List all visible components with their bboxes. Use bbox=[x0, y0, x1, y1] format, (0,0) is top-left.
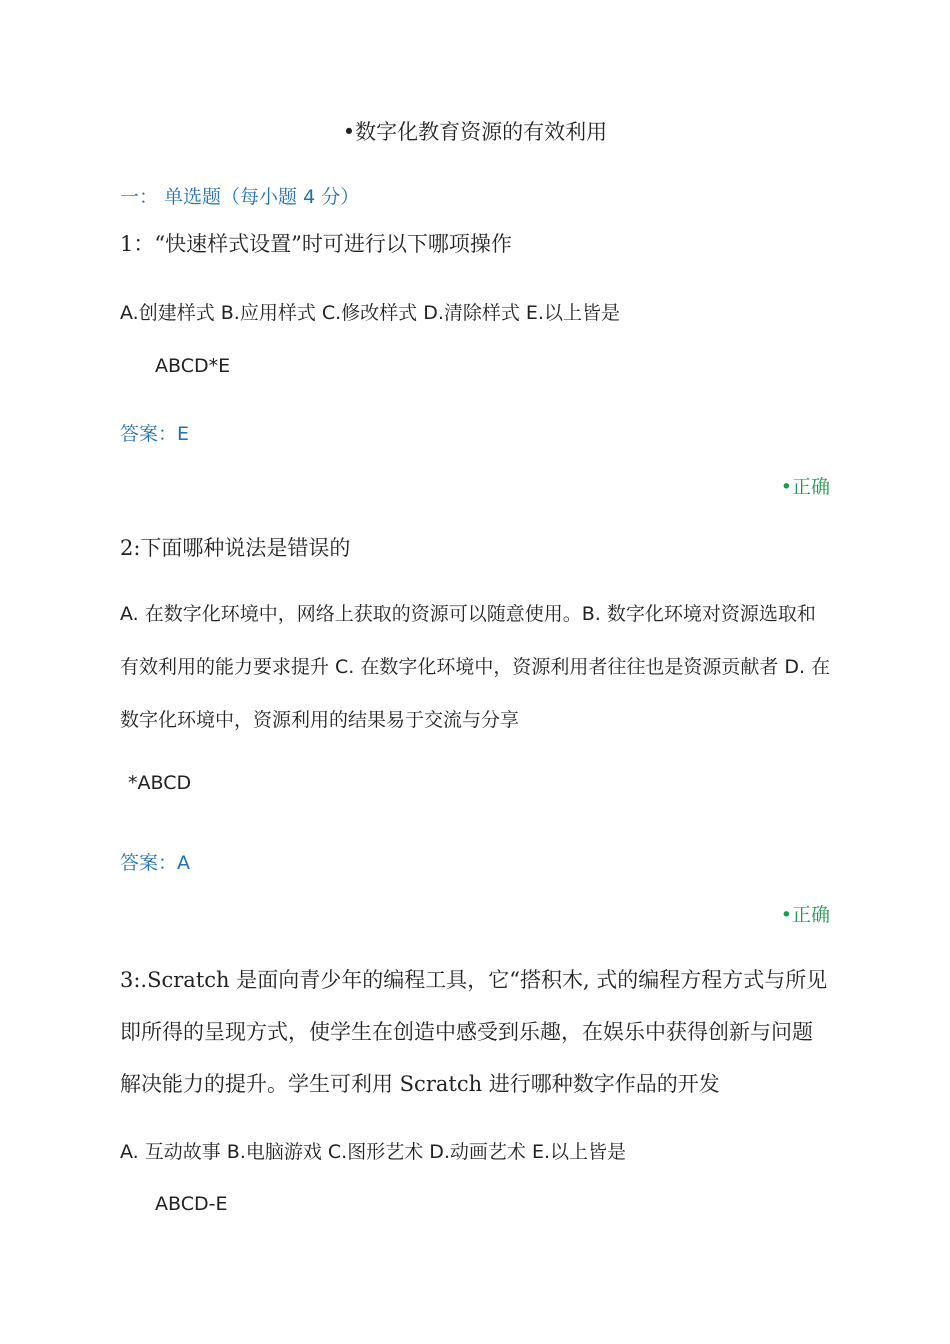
question-3-options: A. 互动故事 B.电脑游戏 C.图形艺术 D.动画艺术 E.以上皆是 bbox=[120, 1141, 626, 1163]
question-2-options: A. 在数字化环境中，网络上获取的资源可以随意使用。B. 数字化环境对资源选取和有效利用的能力要求提升 C. 在数字化环境中，资源利用者往往也是资源贡献者 D. 在数字化环境中，资源利用的结果易于交流与分享 bbox=[120, 603, 831, 731]
question-1-answer: 答案：E bbox=[120, 423, 190, 445]
question-2-text: 2:下面哪种说法是错误的 bbox=[120, 536, 351, 560]
question-2-status: •正确 bbox=[780, 904, 830, 926]
question-2-choices: *ABCD bbox=[128, 772, 192, 794]
question-3-text: 3:.Scratch 是面向青少年的编程工具，它“搭积木, 式的编程方程方式与所见即所得的呈现方式，使学生在创造中感受到乐趣，在娱乐中获得创新与问题解决能力的提升。学生可利用 Scratch 进行哪种数字作品的开发 bbox=[120, 968, 828, 1096]
document-title: •数字化教育资源的有效利用 bbox=[342, 120, 608, 144]
question-1-status: •正确 bbox=[780, 476, 830, 498]
question-1-text: 1：“快速样式设置”时可进行以下哪项操作 bbox=[120, 232, 512, 256]
section-heading: 一： 单选题（每小题 4 分） bbox=[120, 186, 360, 208]
question-3-choices: ABCD-E bbox=[155, 1193, 228, 1215]
question-1-choices: ABCD*E bbox=[155, 355, 231, 377]
question-1-options: A.创建样式 B.应用样式 C.修改样式 D.清除样式 E.以上皆是 bbox=[120, 302, 620, 324]
question-2-answer: 答案：A bbox=[120, 852, 190, 874]
